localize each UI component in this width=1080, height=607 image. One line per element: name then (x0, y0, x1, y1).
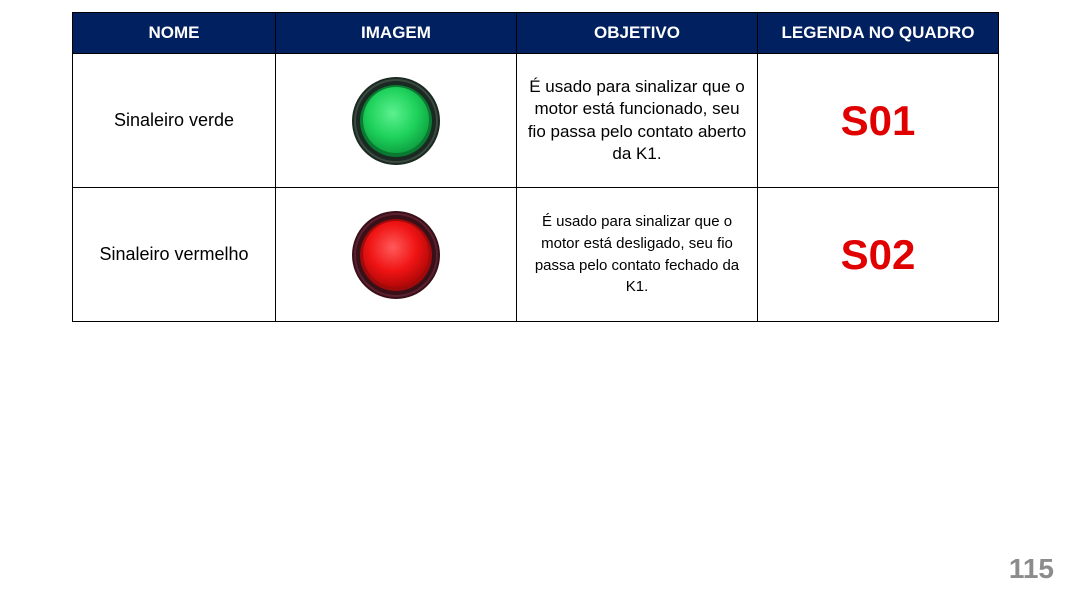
components-table (72, 12, 999, 322)
row-objective: É usado para sinalizar que o motor está funcionado, seu fio passa pelo contato aberto da K1. (517, 54, 758, 188)
row-objective: É usado para sinalizar que o motor está desligado, seu fio passa pelo contato fechado da K1. (517, 188, 758, 322)
row-image (276, 54, 517, 188)
row-image (276, 188, 517, 322)
header-imagem: IMAGEM (276, 13, 517, 54)
green-signal-lamp-icon (350, 75, 442, 167)
table-row (73, 188, 999, 322)
red-signal-lamp-icon (350, 209, 442, 301)
page-number: 115 (1008, 553, 1054, 584)
header-objetivo: OBJETIVO (517, 13, 758, 54)
table-row (73, 54, 999, 188)
header-nome: NOME (73, 13, 276, 54)
row-name: Sinaleiro verde (73, 54, 276, 188)
header-legenda: LEGENDA NO QUADRO (758, 13, 999, 54)
row-code: S01 (758, 54, 999, 188)
row-code: S02 (758, 188, 999, 322)
table-header-row (73, 13, 999, 54)
row-name: Sinaleiro vermelho (73, 188, 276, 322)
